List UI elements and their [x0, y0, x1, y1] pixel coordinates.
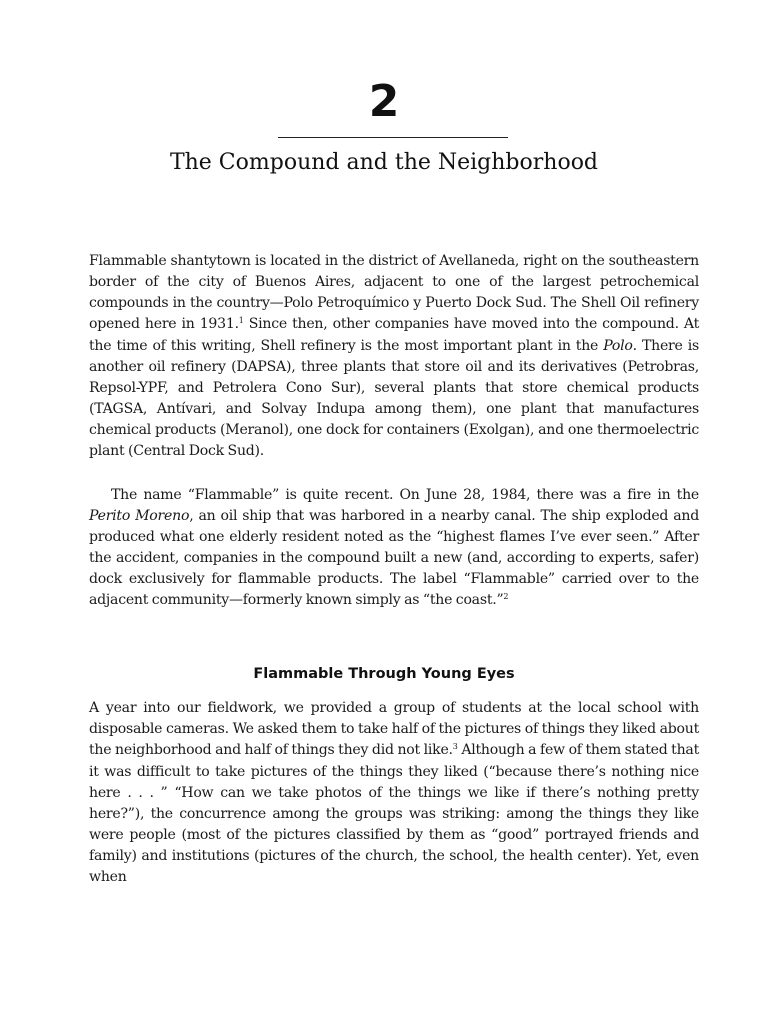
paragraph-2-italic: Perito Moreno: [89, 508, 190, 524]
paragraph-2-text-b: , an oil ship that was harbored in a nearby canal. The ship exploded and produced what one elderly resident noted as the “highest flames I’ve ever seen.” After the accident, companies in the compound built a new (and, according to experts, safer) dock exclusively for flammable products. The label “Flammable” carried over to the adjacent community—formerly known simply as “the coast.”: [89, 508, 699, 608]
footnote-ref-1: 1: [238, 316, 244, 325]
paragraph-3-text-b: Although a few of them stated that it was difficult to take pictures of the things they liked (“because there’s nothing nice here . . . ” “How can we take photos of the things we like if there’s nothing pretty here?”), the concurrence among the groups was striking: among the things they like were people (most of the pictures classified by them as “good” portrayed friends and family) and institutions (pictures of the church, the school, the health center). Yet, even when: [89, 742, 699, 885]
chapter-rule-divider: [278, 137, 508, 138]
footnote-ref-3: 3: [452, 742, 458, 751]
section-heading: Flammable Through Young Eyes: [253, 666, 515, 682]
body-paragraph-3: [89, 698, 699, 888]
chapter-number: 2: [368, 76, 400, 127]
paragraph-1-text-c: . There is another oil refinery (DAPSA), three plants that store oil and its derivatives (Petrobras, Repsol-YPF, and Petrolera Cono Sur), several plants that store chemical products (TAGSA, Antívari, and Solvay Indupa among them), one plant that manufactures chemical products (Meranol), one dock for containers (Exolgan), and one thermoelectric plant (Central Dock Sud).: [89, 338, 699, 459]
paragraph-2-text-a: The name “Flammable” is quite recent. On June 28, 1984, there was a fire in the: [111, 487, 699, 503]
paragraph-1-text-b: Since then, other companies have moved into the compound. At the time of this writing, Shell refinery is the most important plant in the: [89, 316, 699, 354]
paragraph-3-text-a: A year into our fieldwork, we provided a group of students at the local school with disposable cameras. We asked them to take half of the pictures of things they liked about the neighborhood and half of things they did not like.: [89, 700, 699, 758]
paragraph-1-text-a: Flammable shantytown is located in the district of Avellaneda, right on the southeastern border of the city of Buenos Aires, adjacent to one of the largest petrochemical compounds in the country—Polo Petroquímico y Puerto Dock Sud. The Shell Oil refinery opened here in 1931.: [89, 253, 699, 332]
body-paragraph-2: [89, 485, 699, 612]
chapter-title: The Compound and the Neighborhood: [169, 150, 599, 175]
paragraph-1-italic: Polo: [603, 338, 633, 354]
footnote-ref-2: 2: [503, 592, 509, 601]
body-paragraph-1: [89, 251, 699, 462]
